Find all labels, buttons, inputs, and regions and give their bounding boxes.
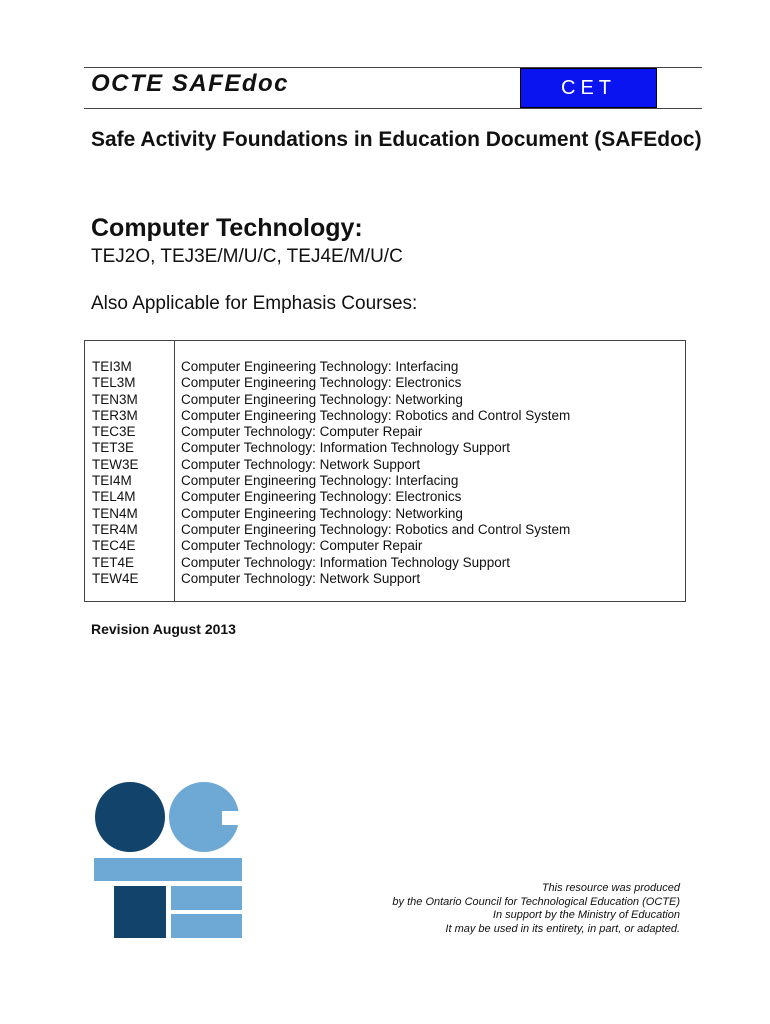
course-name: Computer Engineering Technology: Networking: [181, 505, 463, 521]
course-code: TEW4E: [92, 570, 139, 586]
also-applicable-heading: Also Applicable for Emphasis Courses:: [91, 293, 418, 314]
credits-line: In support by the Ministry of Education: [492, 909, 680, 921]
course-code: TEL3M: [92, 375, 136, 391]
course-code: TET4E: [92, 554, 135, 570]
revision-label: Revision August 2013: [91, 621, 236, 637]
course-name: Computer Engineering Technology: Interfacing: [181, 359, 459, 374]
course-name: Computer Engineering Technology: Electronics: [181, 489, 462, 505]
course-code: TEW3E: [92, 456, 139, 472]
course-name: Computer Engineering Technology: Robotics and Control System: [181, 521, 571, 537]
course-name: Computer Technology: Computer Repair: [181, 424, 423, 440]
course-code: TEN4M: [92, 505, 138, 521]
course-code: TEN3M: [92, 391, 138, 407]
octe-logo: [94, 781, 242, 939]
logo-c-notch: [222, 811, 242, 825]
course-codes: TEJ2O, TEJ3E/M/U/C, TEJ4E/M/U/C: [91, 246, 403, 267]
course-code: TEL4M: [92, 489, 136, 505]
section-title: Computer Technology:: [91, 214, 363, 242]
document-title: OCTE SAFEdoc: [91, 70, 290, 97]
credits-line: This resource was produced: [541, 882, 680, 894]
logo-dark-square: [114, 886, 166, 938]
course-name-column: [181, 359, 570, 587]
course-name: Computer Technology: Information Technology Support: [181, 440, 510, 456]
header-bottom-rule: [84, 108, 702, 109]
logo-top-bar: [94, 858, 242, 881]
course-name: Computer Technology: Network Support: [181, 570, 421, 586]
course-code: TER3M: [92, 407, 138, 423]
credits-line: by the Ontario Council for Technological Education (OCTE): [392, 895, 680, 908]
course-name: Computer Engineering Technology: Electronics: [181, 375, 462, 391]
course-code: TEC3E: [92, 424, 136, 440]
course-code: TER4M: [92, 521, 138, 537]
logo-lower-bar: [171, 914, 242, 938]
table-column-divider: [174, 341, 175, 601]
logo-upper-bar: [171, 886, 242, 910]
emphasis-courses-table: [84, 340, 686, 602]
cet-badge: CET: [520, 68, 657, 108]
course-code: TEI4M: [92, 473, 132, 489]
course-code: TEC4E: [92, 538, 136, 554]
credits-line: It may be used in its entirety, in part, or adapted.: [445, 922, 680, 935]
course-name: Computer Technology: Network Support: [181, 456, 421, 472]
course-name: Computer Technology: Information Technology Support: [181, 554, 510, 570]
course-name: Computer Engineering Technology: Networking: [181, 391, 463, 407]
course-name: Computer Engineering Technology: Interfacing: [181, 473, 459, 489]
course-name: Computer Engineering Technology: Robotics and Control System: [181, 407, 571, 423]
document-subtitle: Safe Activity Foundations in Education Document (SAFEdoc): [91, 128, 702, 151]
credits-block: [392, 882, 680, 936]
course-code: TEI3M: [92, 359, 132, 374]
course-code-column: [92, 359, 139, 587]
course-code: TET3E: [92, 440, 135, 456]
course-name: Computer Technology: Computer Repair: [181, 538, 423, 554]
logo-dark-circle: [95, 782, 165, 852]
